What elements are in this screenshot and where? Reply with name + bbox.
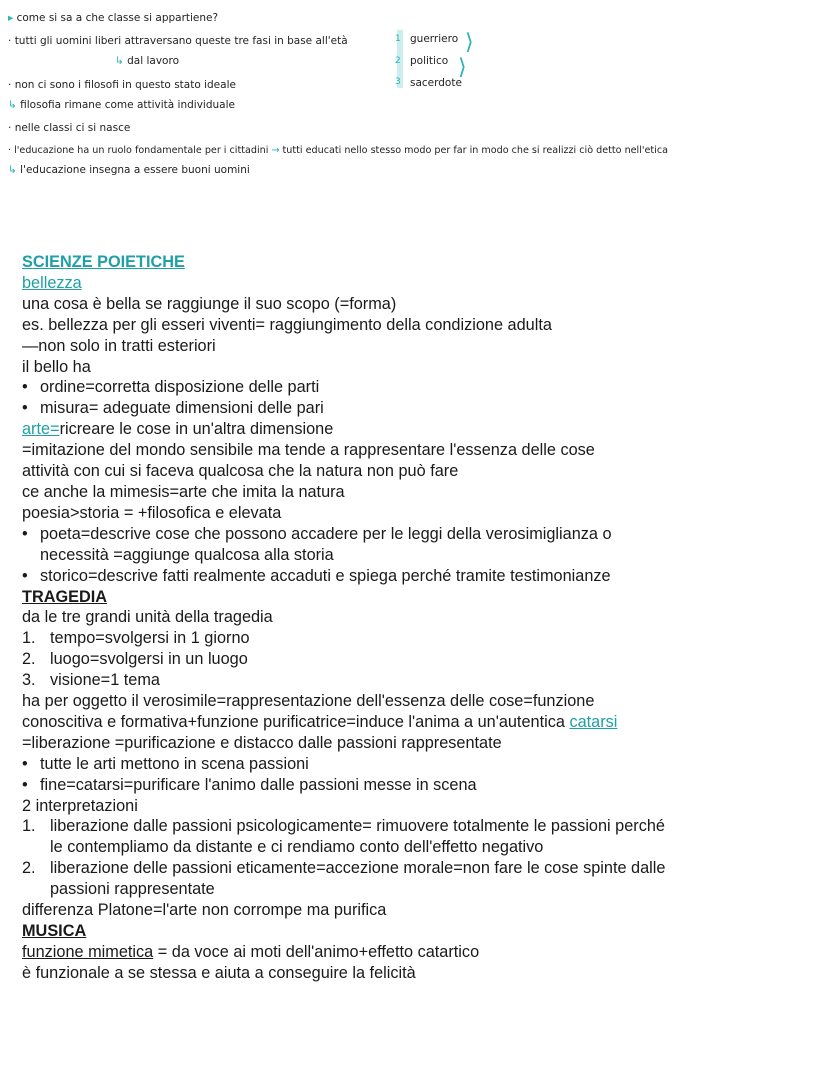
- text: = da voce ai moti dell'animo+effetto catartico: [153, 942, 480, 961]
- item-text: liberazione delle passioni eticamente=accezione morale=non fare le cose spinte dalle: [50, 859, 666, 878]
- note-line-5: · l'educazione ha un ruolo fondamentale per i cittadini → tutti educati nello stesso modo per far in modo che si realizzi ciò detto nell'etica: [8, 145, 669, 156]
- list-item-text: misura= adeguate dimensioni delle pari: [40, 399, 324, 418]
- list-item-text: fine=catarsi=purificare l'animo dalle passioni messe in scena: [40, 775, 477, 794]
- list-item-text: ordine=corretta disposizione delle parti: [40, 378, 320, 397]
- text-line: —non solo in tratti esteriori: [22, 336, 216, 355]
- note-line-6: [8, 164, 250, 176]
- subsection-title: MUSICA: [22, 922, 87, 940]
- bullet-icon: •: [22, 524, 28, 543]
- bullet-icon: •: [22, 399, 28, 418]
- note-text: filosofia rimane come attività individuale: [20, 99, 235, 111]
- question-line: [8, 12, 218, 24]
- note-text: nelle classi ci si nasce: [14, 122, 131, 134]
- note-line-3: [8, 99, 235, 111]
- arrow-icon: ↳: [115, 55, 128, 67]
- list-item: [22, 377, 822, 398]
- text-line: attività con cui si faceva qualcosa che la natura non può fare: [22, 462, 459, 481]
- note-line-4: · nelle classi ci si nasce: [8, 122, 131, 134]
- numbered-item: [22, 628, 822, 649]
- note-line-2: · non ci sono i filosofi in questo stato ideale: [8, 79, 236, 91]
- text-line: [22, 712, 822, 733]
- numbered-item: [22, 858, 822, 879]
- brace-icon: ⟩: [465, 30, 474, 55]
- text-line: necessità =aggiunge qualcosa alla storia: [40, 545, 334, 564]
- item-number: 1.: [22, 629, 36, 648]
- stage-number: 2: [395, 56, 401, 66]
- text-line: è funzionale a se stessa e aiuta a conseguire la felicità: [22, 963, 416, 982]
- stage-label: politico: [410, 55, 449, 67]
- text-line: differenza Platone=l'arte non corrompe ma purifica: [22, 901, 387, 920]
- bullet-icon: •: [22, 775, 28, 794]
- text-line: ha per oggetto il verosimile=rappresentazione dell'essenza delle cose=funzione: [22, 692, 595, 711]
- triangle-bullet-icon: ▸: [8, 12, 17, 24]
- note-text: l'educazione ha un ruolo fondamentale per i cittadini: [14, 145, 269, 156]
- text-line: 2 interpretazioni: [22, 796, 138, 815]
- bullet-icon: •: [22, 754, 28, 773]
- text: conoscitiva e formativa+funzione purificatrice=induce l'anima a un'autentica: [22, 712, 570, 731]
- stage-label: sacerdote: [410, 77, 462, 89]
- note-text: l'educazione insegna a essere buoni uomini: [20, 164, 250, 176]
- stage-label: guerriero: [410, 33, 459, 45]
- item-number: 2.: [22, 650, 36, 669]
- item-text: liberazione dalle passioni psicologicamente= rimuovere totalmente le passioni perché: [50, 817, 665, 836]
- list-item: [22, 775, 822, 796]
- subsection-title: TRAGEDIA: [22, 587, 108, 606]
- stage-number: 1: [395, 34, 401, 44]
- note-line-1b: [115, 55, 179, 67]
- note-text: tutti educati nello stesso modo per far in modo che si realizzi ciò detto nell'etica: [282, 145, 669, 156]
- text-line: [22, 942, 822, 963]
- arrow-icon: ↳: [8, 164, 21, 176]
- item-text: visione=1 tema: [50, 671, 160, 690]
- list-item: [22, 566, 822, 587]
- document-body: [22, 252, 822, 984]
- list-item: [22, 524, 822, 545]
- note-text: dal lavoro: [127, 55, 179, 67]
- arte-term: arte=: [22, 420, 60, 439]
- text-line: passioni rappresentate: [50, 880, 215, 899]
- brace-icon: ⟩: [458, 55, 467, 80]
- list-item-text: tutte le arti mettono in scena passioni: [40, 754, 309, 773]
- list-item: [22, 754, 822, 775]
- text-line: [22, 419, 822, 440]
- text-line: ce anche la mimesis=arte che imita la natura: [22, 482, 345, 501]
- item-number: 3.: [22, 671, 36, 690]
- note-text: tutti gli uomini liberi attraversano queste tre fasi in base all'età: [14, 35, 348, 47]
- bullet-icon: •: [22, 378, 28, 397]
- list-item-text: poeta=descrive cose che possono accadere per le leggi della verosimiglianza o: [40, 524, 612, 543]
- item-number: 2.: [22, 859, 36, 878]
- list-item-text: storico=descrive fatti realmente accaduti e spiega perché tramite testimonianze: [40, 566, 611, 585]
- item-text: tempo=svolgersi in 1 giorno: [50, 629, 250, 648]
- numbered-item: [22, 816, 822, 837]
- arrow-icon: →: [271, 145, 280, 156]
- text-line: =liberazione =purificazione e distacco dalle passioni rappresentate: [22, 733, 502, 752]
- underlined-term: funzione mimetica: [22, 942, 154, 961]
- bullet-icon: •: [22, 566, 28, 585]
- catarsi-link[interactable]: catarsi: [569, 712, 618, 731]
- text-line: =imitazione del mondo sensibile ma tende a rappresentare l'essenza delle cose: [22, 441, 595, 460]
- item-text: luogo=svolgersi in un luogo: [50, 650, 248, 669]
- stage-number: 3: [395, 77, 401, 87]
- text-line: da le tre grandi unità della tragedia: [22, 608, 273, 627]
- note-text: come si sa a che classe si appartiene?: [16, 12, 219, 24]
- subsection-title: bellezza: [22, 273, 82, 292]
- note-text: non ci sono i filosofi in questo stato ideale: [14, 79, 236, 91]
- item-number: 1.: [22, 817, 36, 836]
- numbered-item: [22, 670, 822, 691]
- section-title: SCIENZE POIETICHE: [22, 253, 185, 271]
- text-line: le contempliamo da distante e ci rendiamo conto dell'effetto negativo: [50, 838, 544, 857]
- text: ricreare le cose in un'altra dimensione: [59, 420, 334, 439]
- text-line: il bello ha: [22, 357, 91, 376]
- text-line: una cosa è bella se raggiunge il suo scopo (=forma): [22, 294, 397, 313]
- numbered-item: [22, 649, 822, 670]
- list-item: [22, 398, 822, 419]
- text-line: poesia>storia = +filosofica e elevata: [22, 503, 282, 522]
- note-line-1: · tutti gli uomini liberi attraversano queste tre fasi in base all'età: [8, 35, 348, 47]
- arrow-icon: ↳: [8, 99, 21, 111]
- text-line: es. bellezza per gli esseri viventi= raggiungimento della condizione adulta: [22, 315, 552, 334]
